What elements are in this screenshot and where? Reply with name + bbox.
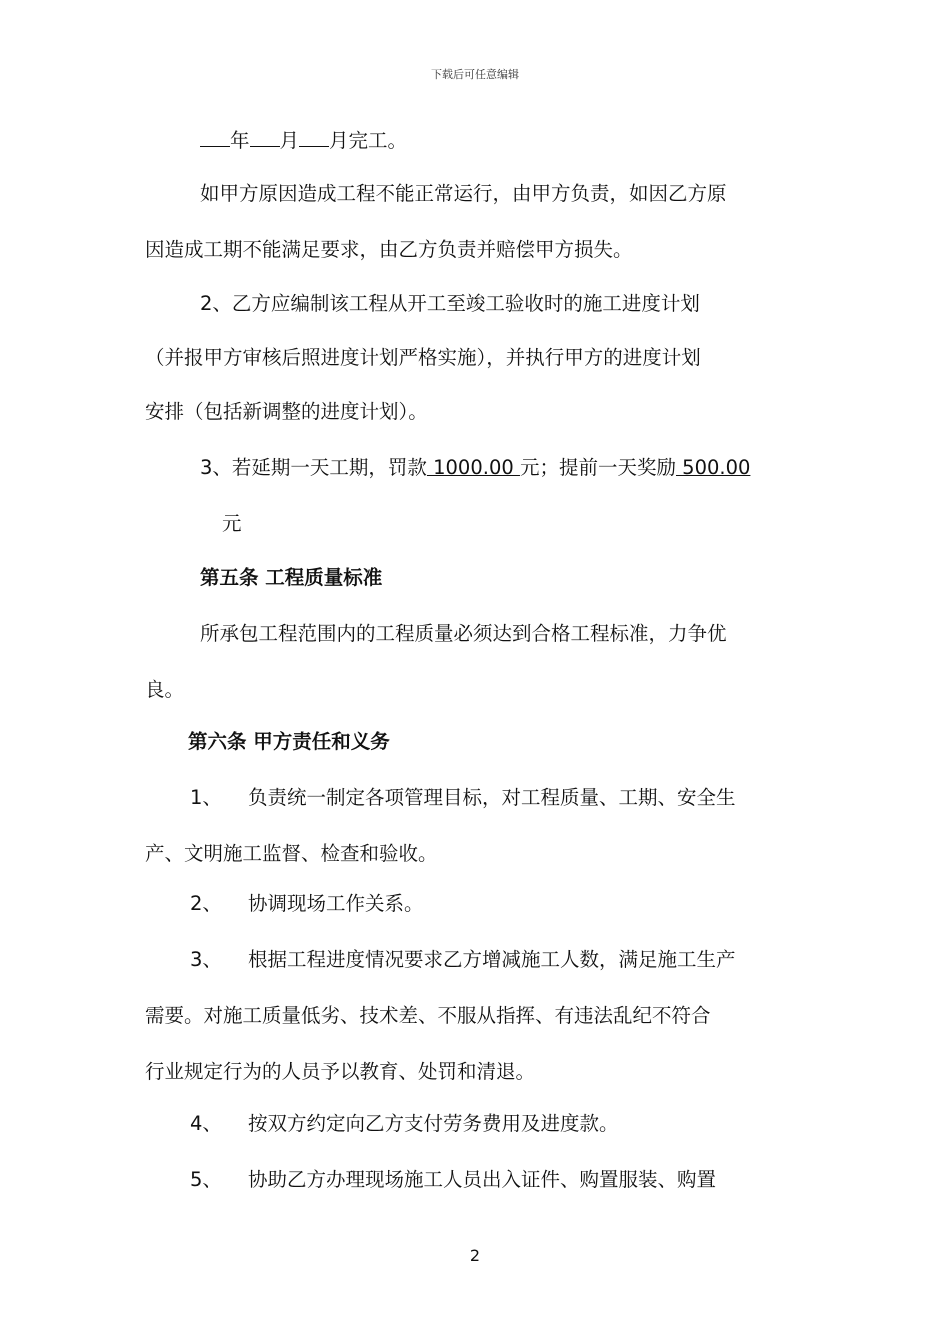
page-number: 2 [469, 1246, 481, 1265]
article-5-title: 第五条 工程质量标准 [200, 566, 383, 589]
penalty-line: 3、若延期一天工期，罚款 1000.00 元；提前一天奖励 500.00 [200, 456, 751, 479]
penalty-unit: 元 [222, 512, 242, 535]
paragraph-line: （并报甲方审核后照进度计划严格实施），并执行甲方的进度计划 [145, 346, 701, 369]
paragraph-line: 所承包工程范围内的工程质量必须达到合格工程标准，力争优 [200, 622, 727, 645]
list-item: 1、 负责统一制定各项管理目标，对工程质量、工期、安全生 [190, 786, 736, 809]
list-item: 2、 协调现场工作关系。 [190, 892, 424, 915]
year-blank [200, 124, 230, 147]
list-item: 5、 协助乙方办理现场施工人员出入证件、购置服装、购置 [190, 1168, 717, 1191]
list-item: 3、 根据工程进度情况要求乙方增减施工人数，满足施工生产 [190, 948, 736, 971]
month-blank [250, 124, 280, 147]
paragraph-line: 良。 [145, 678, 185, 701]
paragraph-line: 行业规定行为的人员予以教育、处罚和清退。 [145, 1060, 536, 1083]
paragraph-line: 如甲方原因造成工程不能正常运行，由甲方负责，如因乙方原 [200, 182, 727, 205]
reward-amount: 500.00 [675, 456, 751, 479]
paragraph-line: 安排（包括新调整的进度计划）。 [145, 400, 428, 423]
article-6-title: 第六条 甲方责任和义务 [188, 730, 390, 753]
paragraph-line: 因造成工期不能满足要求，由乙方负责并赔偿甲方损失。 [145, 238, 633, 261]
page-header: 下载后可任意编辑 [431, 68, 519, 81]
paragraph-line: 产、文明施工监督、检查和验收。 [145, 842, 438, 865]
fine-amount: 1000.00 [426, 456, 520, 479]
day-blank [299, 124, 329, 147]
completion-date-line: 年 月 月完工。 [200, 124, 407, 155]
list-item: 4、 按双方约定向乙方支付劳务费用及进度款。 [190, 1112, 619, 1135]
paragraph-line: 2、乙方应编制该工程从开工至竣工验收时的施工进度计划 [200, 292, 700, 315]
paragraph-line: 需要。对施工质量低劣、技术差、不服从指挥、有违法乱纪不符合 [145, 1004, 711, 1027]
